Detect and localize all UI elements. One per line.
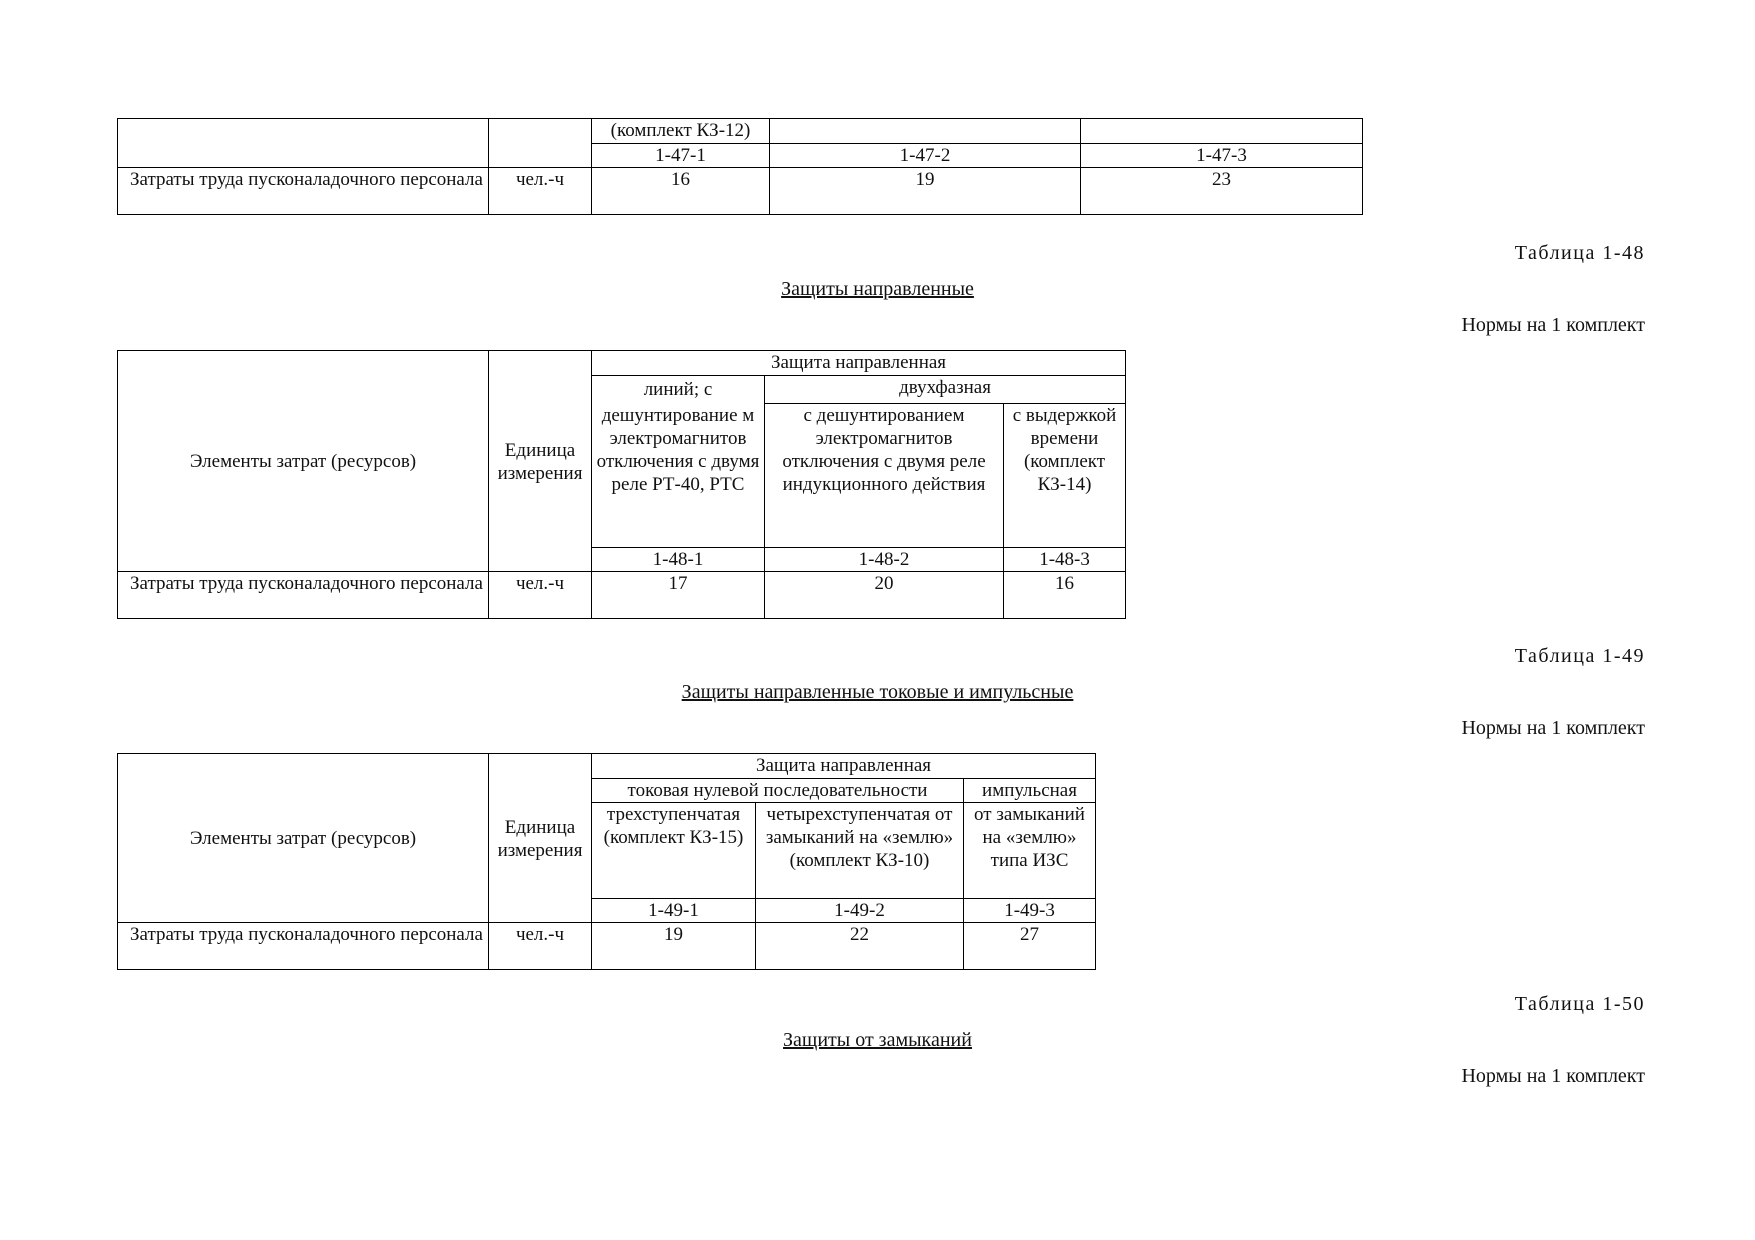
header-col3-tail	[1081, 119, 1363, 144]
col-unit-header: Единица измерения	[489, 376, 592, 548]
subgroup-header: двухфазная	[765, 376, 1126, 404]
code-cell: 1-49-2	[756, 899, 964, 923]
code-cell: 1-48-1	[592, 548, 765, 572]
value-cell: 19	[770, 168, 1081, 215]
code-cell: 1-49-1	[592, 899, 756, 923]
header-blank-unit	[489, 119, 592, 144]
col-unit-header: Единица измерения	[489, 779, 592, 899]
col1-header: дешунтирование м электромагнитов отключения с двумя реле РТ-40, РТС	[592, 404, 765, 548]
value-cell: 23	[1081, 168, 1363, 215]
header-blank-unit-2	[489, 899, 592, 923]
col1-header-top: линий; с	[592, 376, 765, 404]
header-blank-elements	[118, 119, 489, 144]
value-cell: 19	[592, 923, 756, 970]
col-elements-header: Элементы затрат (ресурсов)	[118, 376, 489, 548]
code-cell: 1-48-3	[1004, 548, 1126, 572]
value-cell: 20	[765, 572, 1004, 619]
col1-header: трехступенчатая (комплект КЗ-15)	[592, 803, 756, 899]
header-blank-elements-2	[118, 144, 489, 168]
col3-header: с выдержкой времени (комплект КЗ-14)	[1004, 404, 1126, 548]
header-blank-unit-2	[489, 144, 592, 168]
table-number: Таблица 1-48	[1514, 242, 1645, 264]
header-col1-tail: (комплект КЗ-12)	[592, 119, 770, 144]
header-blank-elements-2	[118, 548, 489, 572]
code-cell: 1-48-2	[765, 548, 1004, 572]
col-elements-header: Элементы затрат (ресурсов)	[118, 779, 489, 899]
row-label: Затраты труда пусконаладочного персонала	[118, 572, 489, 619]
value-cell: 27	[964, 923, 1096, 970]
row-unit: чел.-ч	[489, 168, 592, 215]
header-blank-unit	[489, 351, 592, 376]
row-unit: чел.-ч	[489, 923, 592, 970]
row-label: Затраты труда пусконаладочного персонала	[118, 168, 489, 215]
code-cell: 1-47-3	[1081, 144, 1363, 168]
table-1-47	[117, 118, 1363, 215]
table-1-49	[117, 753, 1096, 970]
subgroup-header: токовая нулевой последовательности	[592, 779, 964, 803]
value-cell: 16	[592, 168, 770, 215]
norm-caption: Нормы на 1 комплект	[1461, 717, 1645, 739]
table-number: Таблица 1-50	[1514, 993, 1645, 1015]
header-blank-elements	[118, 351, 489, 376]
col3-header: от замыканий на «землю» типа ИЗС	[964, 803, 1096, 899]
group-header: Защита направленная	[592, 754, 1096, 779]
row-unit: чел.-ч	[489, 572, 592, 619]
table-title: Защиты от замыканий	[783, 1029, 972, 1051]
table-title: Защиты направленные	[781, 278, 974, 300]
code-cell: 1-47-1	[592, 144, 770, 168]
table-title: Защиты направленные токовые и импульсные	[681, 681, 1074, 703]
norm-caption: Нормы на 1 комплект	[1461, 1065, 1645, 1087]
col2-header: с дешунтированием электромагнитов отключения с двумя реле индукционного действия	[765, 404, 1004, 548]
code-cell: 1-47-2	[770, 144, 1081, 168]
value-cell: 17	[592, 572, 765, 619]
header-blank-unit	[489, 754, 592, 779]
subgroup-header: импульсная	[964, 779, 1096, 803]
code-cell: 1-49-3	[964, 899, 1096, 923]
value-cell: 16	[1004, 572, 1126, 619]
value-cell: 22	[756, 923, 964, 970]
group-header: Защита направленная	[592, 351, 1126, 376]
header-blank-elements-2	[118, 899, 489, 923]
header-blank-unit-2	[489, 548, 592, 572]
norm-caption: Нормы на 1 комплект	[1461, 314, 1645, 336]
col2-header: четырехступенчатая от замыканий на «землю» (комплект КЗ-10)	[756, 803, 964, 899]
row-label: Затраты труда пусконаладочного персонала	[118, 923, 489, 970]
table-number: Таблица 1-49	[1514, 645, 1645, 667]
header-blank-elements	[118, 754, 489, 779]
header-col2-tail	[770, 119, 1081, 144]
table-1-48	[117, 350, 1126, 619]
